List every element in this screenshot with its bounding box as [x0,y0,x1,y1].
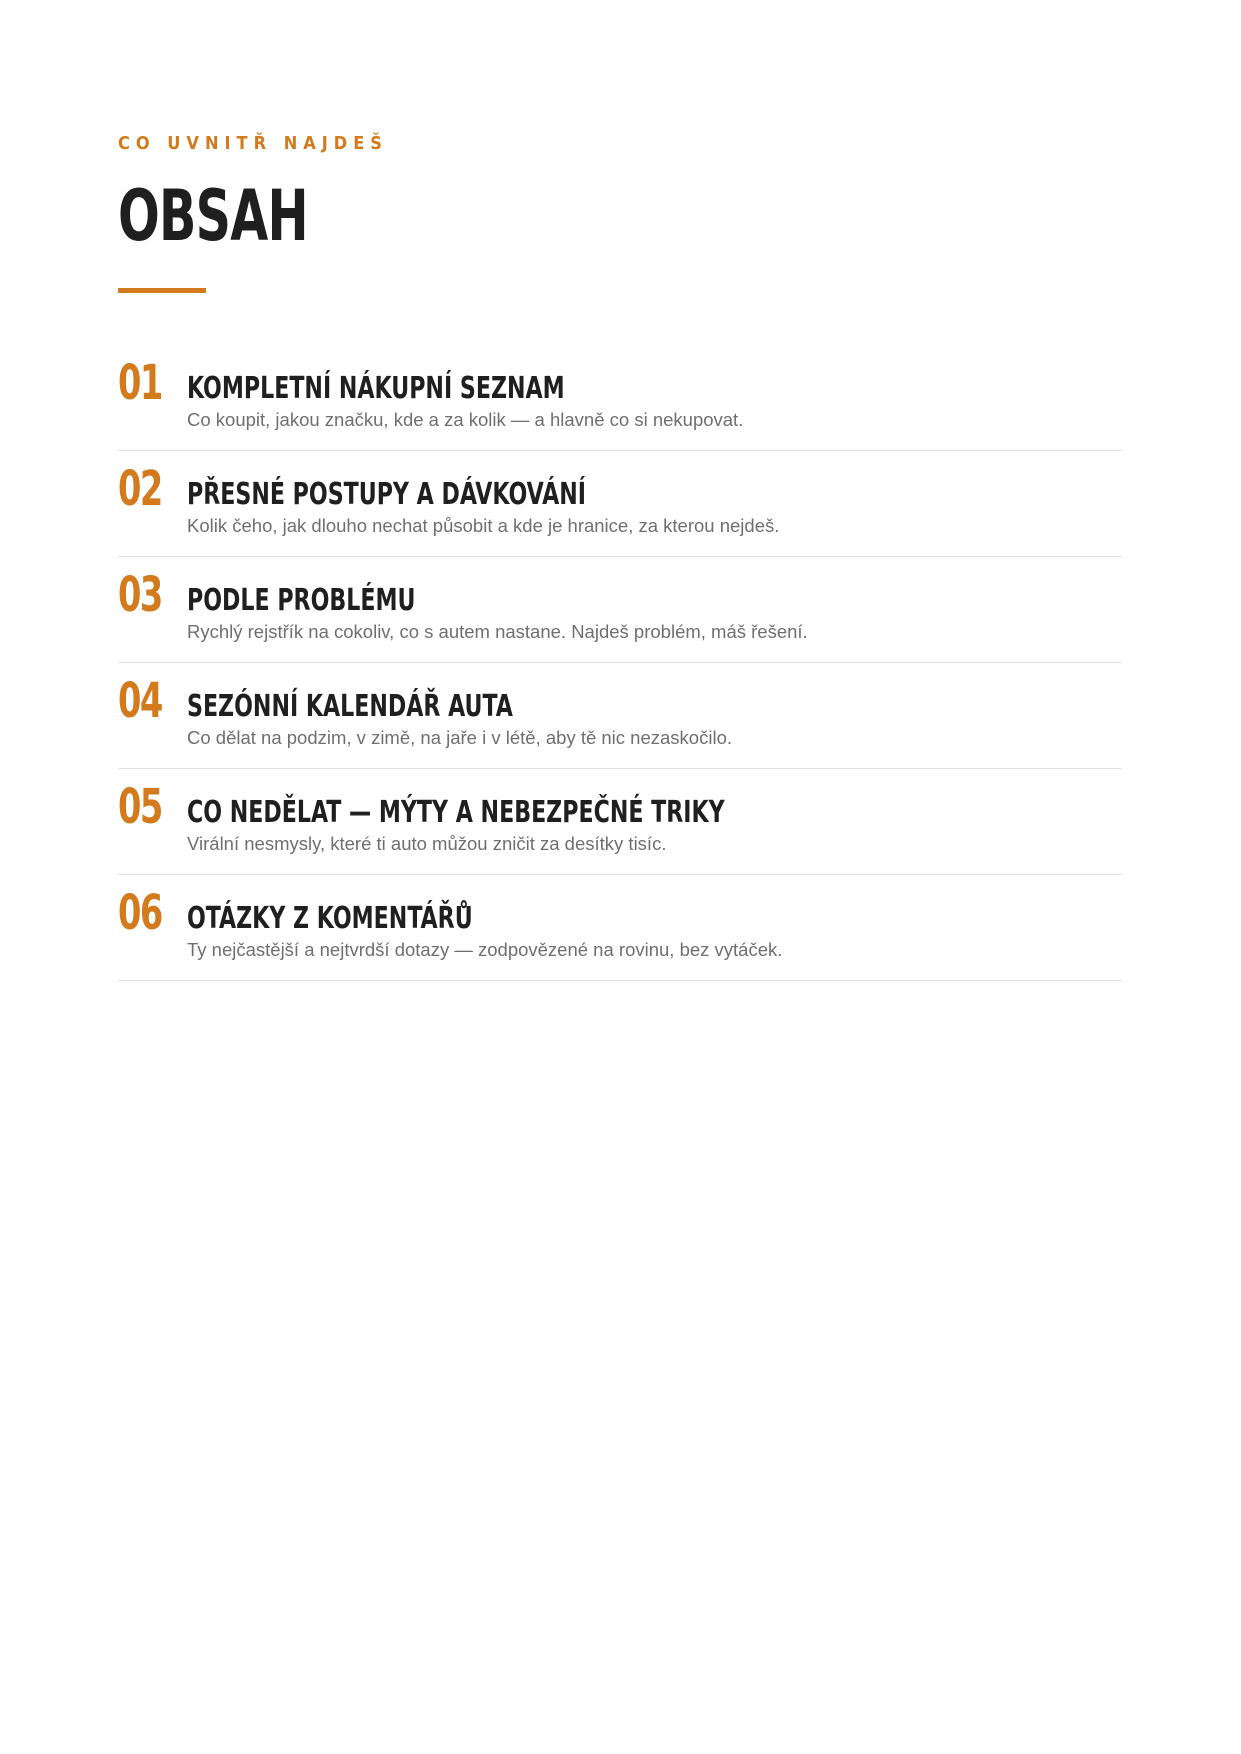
toc-item-description: Kolik čeho, jak dlouho nechat působit a kde je hranice, za kterou nejdeš. [187,515,780,536]
table-of-contents [118,345,1122,981]
toc-item[interactable] [118,451,1122,557]
eyebrow-label: CO UVNITŘ NAJDEŠ [118,133,388,154]
toc-item-heading: OTÁZKY Z KOMENTÁŘŮ [187,901,473,936]
toc-item-number: 05 [118,779,162,835]
toc-item-number: 06 [118,885,162,941]
toc-item-description: Ty nejčastější a nejtvrdší dotazy — zodpovězené na rovinu, bez vytáček. [187,939,783,960]
toc-item-description: Co dělat na podzim, v zimě, na jaře i v létě, aby tě nic nezaskočilo. [187,727,732,748]
toc-item[interactable] [118,769,1122,875]
toc-item[interactable] [118,663,1122,769]
title-underline [118,288,206,293]
toc-item-heading: PŘESNÉ POSTUPY A DÁVKOVÁNÍ [187,477,586,512]
toc-item[interactable] [118,557,1122,663]
toc-item[interactable] [118,875,1122,981]
toc-item-description: Virální nesmysly, které ti auto můžou zničit za desítky tisíc. [187,833,667,854]
page-title: OBSAH [118,175,308,257]
toc-item-heading: PODLE PROBLÉMU [187,583,416,618]
toc-item-number: 03 [118,567,162,623]
toc-item-description: Rychlý rejstřík na cokoliv, co s autem nastane. Najdeš problém, máš řešení. [187,621,808,642]
toc-item-description: Co koupit, jakou značku, kde a za kolik — a hlavně co si nekupovat. [187,409,744,430]
toc-item-number: 04 [118,673,162,729]
toc-item-heading: CO NEDĚLAT — MÝTY A NEBEZPEČNÉ TRIKY [187,795,725,830]
toc-item[interactable] [118,345,1122,451]
toc-item-heading: SEZÓNNÍ KALENDÁŘ AUTA [187,689,513,724]
toc-item-number: 02 [118,461,162,517]
toc-item-number: 01 [118,355,162,411]
toc-item-heading: KOMPLETNÍ NÁKUPNÍ SEZNAM [187,371,565,406]
